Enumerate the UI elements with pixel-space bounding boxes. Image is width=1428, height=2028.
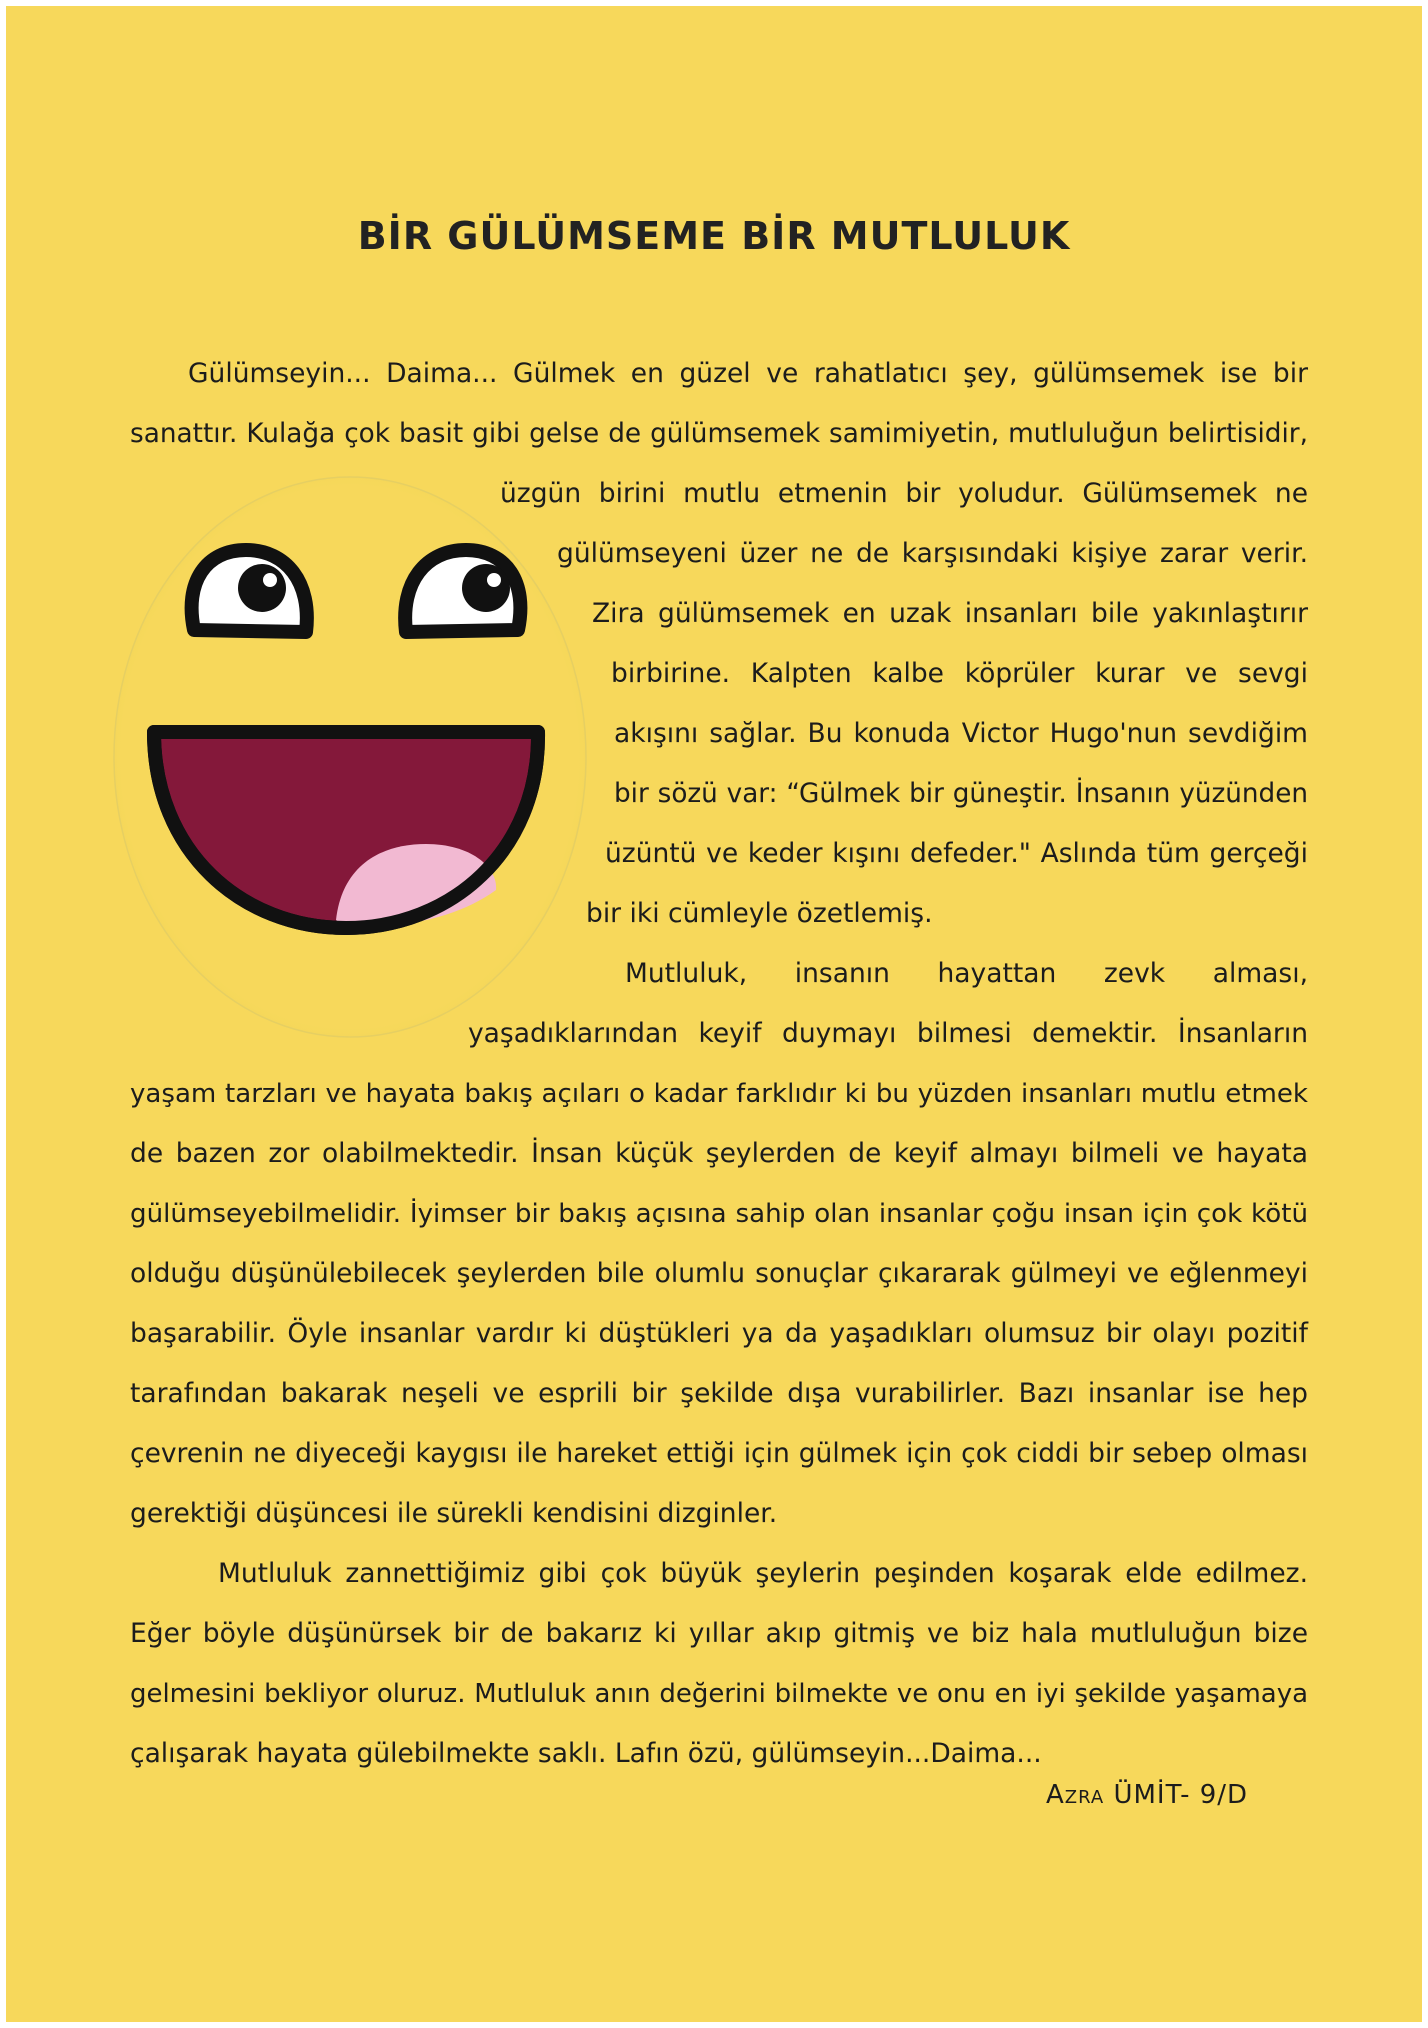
body-text-line: Mutluluk, insanın hayattan zevk alması, <box>625 958 1308 989</box>
body-text-line: çalışarak hayata gülebilmekte saklı. Lafın özü, gülümseyin...Daima... <box>130 1738 1042 1769</box>
body-text-line: bir iki cümleyle özetlemiş. <box>586 898 933 929</box>
document-page <box>6 6 1422 2022</box>
body-text-line: yaşadıklarından keyif duymayı bilmesi demektir. İnsanların <box>468 1018 1308 1049</box>
body-text-line: üzgün birini mutlu etmenin bir yoludur. Gülümsemek ne <box>500 478 1308 509</box>
document-title: BİR GÜLÜMSEME BİR MUTLULUK <box>357 214 1071 258</box>
body-text-line: de bazen zor olabilmektedir. İnsan küçük şeylerden de keyif almayı bilmeli ve hayata <box>130 1138 1308 1169</box>
body-text-line: tarafından bakarak neşeli ve esprili bir şekilde dışa vurabilirler. Bazı insanlar ise hep <box>130 1378 1308 1409</box>
body-text-line: gerektiği düşüncesi ile sürekli kendisini dizginler. <box>130 1498 778 1529</box>
body-text-line: akışını sağlar. Bu konuda Victor Hugo'nun sevdiğim <box>614 718 1308 749</box>
body-text-line: gülümseyeni üzer ne de karşısındaki kişiye zarar verir. <box>557 538 1308 569</box>
body-text-line: Zira gülümsemek en uzak insanları bile yakınlaştırır <box>592 598 1308 629</box>
body-text-line: Mutluluk zannettiğimiz gibi çok büyük şeylerin peşinden koşarak elde edilmez. <box>218 1558 1308 1589</box>
body-text-line: sanattır. Kulağa çok basit gibi gelse de gülümsemek samimiyetin, mutluluğun belirtisidir, <box>130 419 1308 449</box>
body-text-line: başarabilir. Öyle insanlar vardır ki düştükleri ya da yaşadıkları olumsuz bir olayı pozitif <box>130 1318 1308 1349</box>
body-text-line: Gülümseyin... Daima... Gülmek en güzel ve rahatlatıcı şey, gülümsemek ise bir <box>188 358 1308 389</box>
body-text-line: üzüntü ve keder kışını defeder." Aslında tüm gerçeği <box>605 838 1308 869</box>
body-text-line: olduğu düşünülebilecek şeylerden bile olumlu sonuçlar çıkararak gülmeyi ve eğlenmeyi <box>130 1258 1308 1289</box>
body-text-line: gülümseyebilmelidir. İyimser bir bakış açısına sahip olan insanlar çoğu insan için çok kötü <box>130 1199 1308 1229</box>
body-text-line: gelmesini bekliyor oluruz. Mutluluk anın değerini bilmekte ve onu en iyi şekilde yaşamaya <box>130 1679 1308 1709</box>
body-text-line: birbirine. Kalpten kalbe köprüler kurar ve sevgi <box>611 658 1308 689</box>
body-text-line: bir sözü var: “Gülmek bir güneştir. İnsanın yüzünden <box>614 779 1308 809</box>
smiley-face-icon <box>110 472 590 1042</box>
body-text-line: Eğer böyle düşünürsek bir de bakarız ki yıllar akıp gitmiş ve biz hala mutluluğun bize <box>130 1618 1308 1649</box>
body-text-line: çevrenin ne diyeceği kaygısı ile hareket ettiği için gülmek için çok ciddi bir sebep olması <box>130 1438 1308 1469</box>
author-signature: Azra ÜMİT- 9/D <box>1046 1780 1249 1810</box>
body-text-line: yaşam tarzları ve hayata bakış açıları o kadar farklıdır ki bu yüzden insanları mutlu etmek <box>130 1079 1308 1109</box>
